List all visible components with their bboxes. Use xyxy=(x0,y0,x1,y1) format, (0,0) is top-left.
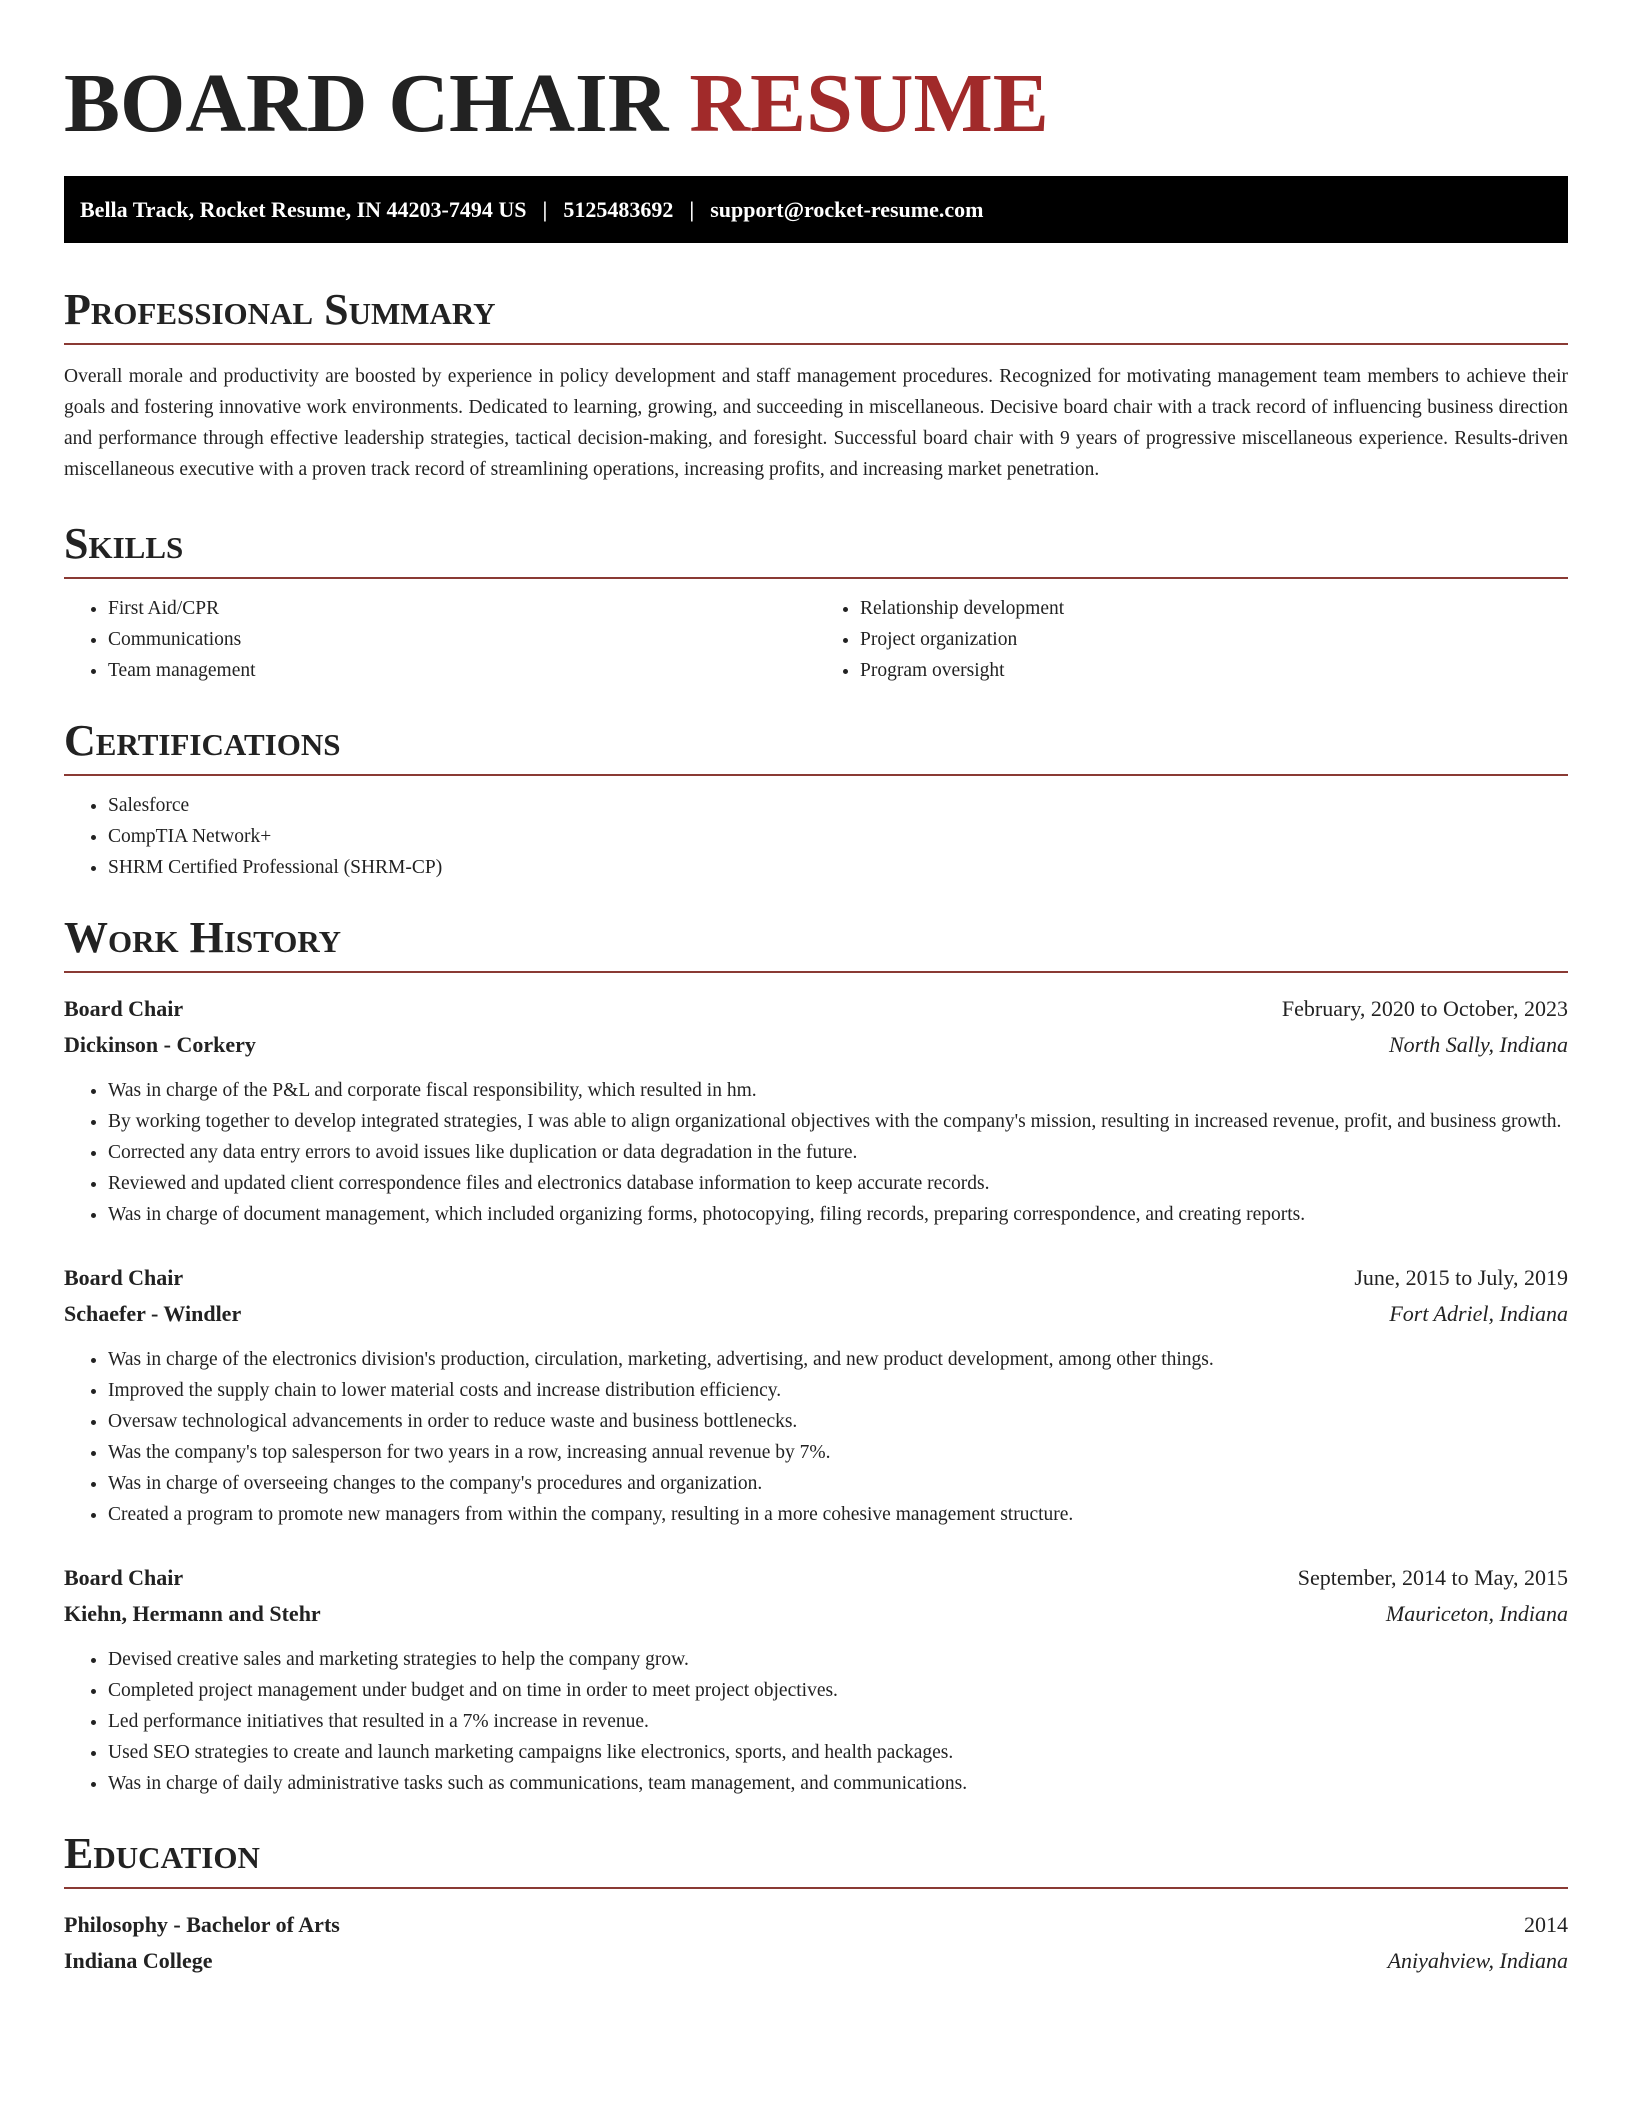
education-school: Indiana College xyxy=(64,1948,213,1973)
list-item: • Salesforce xyxy=(108,790,1568,821)
job-company: Kiehn, Hermann and Stehr xyxy=(64,1601,321,1626)
list-item: • Devised creative sales and marketing strategies to help the company grow. xyxy=(108,1644,1568,1675)
list-item: • Project organization xyxy=(860,624,1568,655)
contact-address: Bella Track, Rocket Resume, IN 44203-7494 US xyxy=(80,196,527,222)
list-item: • Corrected any data entry errors to avoid issues like duplication or data degradation in the future. xyxy=(108,1137,1568,1168)
education-location: Aniyahview, Indiana xyxy=(1387,1948,1568,1973)
job-company: Dickinson - Corkery xyxy=(64,1032,256,1057)
work-heading: Work History xyxy=(64,913,1568,973)
list-item: • Improved the supply chain to lower material costs and increase distribution efficiency. xyxy=(108,1375,1568,1406)
education-degree-row xyxy=(64,1907,1568,1943)
list-item: • Was in charge of daily administrative tasks such as communications, team management, and communications. xyxy=(108,1768,1568,1799)
list-item: • Reviewed and updated client correspondence files and electronics database information to keep accurate records. xyxy=(108,1168,1568,1199)
job-bullets xyxy=(64,1644,1568,1799)
summary-section xyxy=(64,285,1568,485)
job-header-row xyxy=(64,991,1568,1027)
summary-text: Overall morale and productivity are boosted by experience in policy development and staff management procedures. Recognized for motivating management team members to achieve their goals and fostering innovative work environments. Dedicated to learning, growing, and succeeding in miscellaneous. Decisive board chair with a track record of influencing business direction and performance through effective leadership strategies, tactical decision-making, and foresight. Successful board chair with 9 years of progressive miscellaneous experience. Results-driven miscellaneous executive with a proven track record of streamlining operations, increasing profits, and increasing market penetration. xyxy=(64,366,1568,480)
contact-separator: | xyxy=(689,196,695,222)
list-item: • By working together to develop integrated strategies, I was able to align organizational objectives with the company's mission, resulting in increased revenue, profit, and business growth. xyxy=(108,1106,1568,1137)
list-item: • Communications xyxy=(108,624,816,655)
list-item: • Was the company's top salesperson for two years in a row, increasing annual revenue by 7%. xyxy=(108,1437,1568,1468)
job-entry xyxy=(64,1560,1568,1799)
job-dates: September, 2014 to May, 2015 xyxy=(1297,1565,1568,1590)
education-school-row xyxy=(64,1943,1568,1979)
job-title: Board Chair xyxy=(64,1565,184,1590)
list-item: • Used SEO strategies to create and launch marketing campaigns like electronics, sports, and health packages. xyxy=(108,1737,1568,1768)
education-year: 2014 xyxy=(1524,1912,1568,1937)
list-item: • SHRM Certified Professional (SHRM-CP) xyxy=(108,852,1568,883)
contact-bar xyxy=(64,176,1568,243)
job-header-row xyxy=(64,1260,1568,1296)
title-main: BOARD CHAIR xyxy=(64,57,669,150)
education-degree: Philosophy - Bachelor of Arts xyxy=(64,1912,340,1937)
contact-phone: 5125483692 xyxy=(563,196,674,222)
job-title: Board Chair xyxy=(64,996,184,1021)
education-section xyxy=(64,1829,1568,1979)
list-item: • Was in charge of document management, which included organizing forms, photocopying, filing records, preparing correspondence, and creating reports. xyxy=(108,1199,1568,1230)
skills-grid xyxy=(64,579,1568,686)
list-item: • Oversaw technological advancements in order to reduce waste and business bottlenecks. xyxy=(108,1406,1568,1437)
skills-list-left xyxy=(64,593,816,686)
list-item: • Was in charge of the P&L and corporate fiscal responsibility, which resulted in hm. xyxy=(108,1075,1568,1106)
contact-email: support@rocket-resume.com xyxy=(710,196,984,222)
education-heading: Education xyxy=(64,1829,1568,1889)
job-company-row xyxy=(64,1296,1568,1332)
list-item: • Relationship development xyxy=(860,593,1568,624)
list-item: • Was in charge of the electronics division's production, circulation, marketing, advertising, and new product development, among other things. xyxy=(108,1344,1568,1375)
certifications-section xyxy=(64,716,1568,883)
job-company-row xyxy=(64,1027,1568,1063)
job-header-row xyxy=(64,1560,1568,1596)
list-item: • Program oversight xyxy=(860,655,1568,686)
job-bullets xyxy=(64,1075,1568,1230)
job-bullets xyxy=(64,1344,1568,1530)
list-item: • Completed project management under budget and on time in order to meet project objectives. xyxy=(108,1675,1568,1706)
job-company: Schaefer - Windler xyxy=(64,1301,242,1326)
list-item: • Was in charge of overseeing changes to the company's procedures and organization. xyxy=(108,1468,1568,1499)
contact-separator: | xyxy=(542,196,548,222)
job-location: North Sally, Indiana xyxy=(1388,1032,1568,1057)
job-location: Fort Adriel, Indiana xyxy=(1389,1301,1568,1326)
certifications-heading: Certifications xyxy=(64,716,1568,776)
list-item: • Created a program to promote new managers from within the company, resulting in a more cohesive management structure. xyxy=(108,1499,1568,1530)
list-item: • Team management xyxy=(108,655,816,686)
work-section xyxy=(64,913,1568,1799)
certifications-list xyxy=(64,790,1568,883)
list-item: • CompTIA Network+ xyxy=(108,821,1568,852)
skills-heading: Skills xyxy=(64,519,1568,579)
job-dates: February, 2020 to October, 2023 xyxy=(1281,996,1568,1021)
job-entry xyxy=(64,991,1568,1230)
job-title: Board Chair xyxy=(64,1265,184,1290)
job-dates: June, 2015 to July, 2019 xyxy=(1354,1265,1568,1290)
education-entry xyxy=(64,1907,1568,1979)
skills-section xyxy=(64,519,1568,686)
list-item: • Led performance initiatives that resulted in a 7% increase in revenue. xyxy=(108,1706,1568,1737)
title-accent: RESUME xyxy=(689,57,1049,150)
job-location: Mauriceton, Indiana xyxy=(1385,1601,1568,1626)
summary-heading: Professional Summary xyxy=(64,285,1568,345)
skills-list-right xyxy=(816,593,1568,686)
job-company-row xyxy=(64,1596,1568,1632)
resume-title xyxy=(64,56,1568,152)
job-entry xyxy=(64,1260,1568,1530)
list-item: • First Aid/CPR xyxy=(108,593,816,624)
